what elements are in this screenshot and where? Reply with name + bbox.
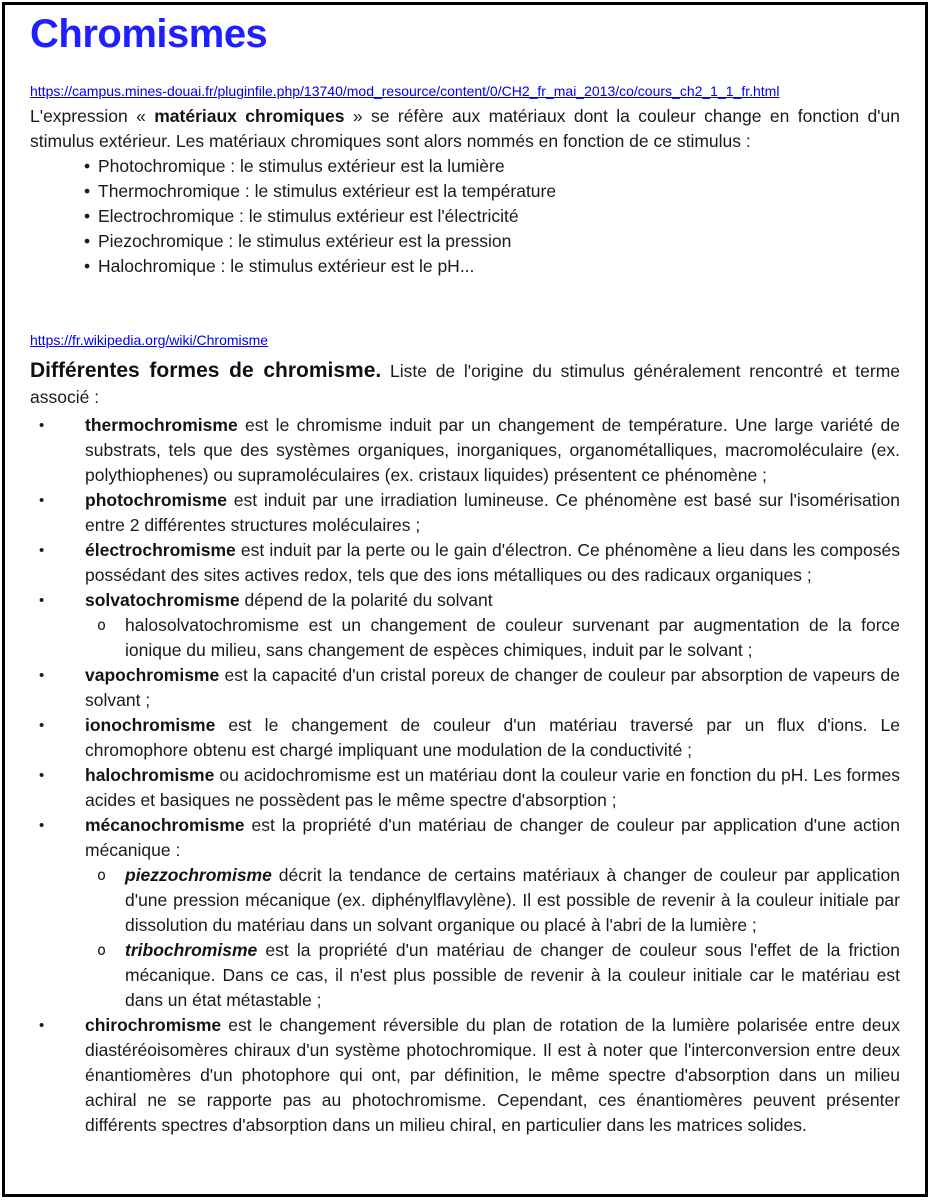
bullet-icon: • [39, 667, 45, 684]
chromism-item-vapochromisme [30, 663, 900, 713]
chromism-item-mecanochromisme [30, 813, 900, 863]
chromism-subitem-text [125, 863, 900, 938]
list-item-text: Halochromique : le stimulus extérieur est le pH... [98, 256, 475, 276]
section-heading: Différentes formes de chromisme. [30, 359, 382, 382]
bullet-icon: • [84, 181, 91, 201]
list-item-text: Thermochromique : le stimulus extérieur est la température [98, 181, 557, 201]
circle-bullet-icon: o [97, 866, 107, 884]
chromism-definition: est la propriété d'un matériau de changer de couleur sous l'effet de la friction mécanique. Dans ce cas, il n'est plus possible de revenir à la couleur initiale car le matériau est dans un état métastable ; [125, 940, 900, 1010]
chromism-definition: est la capacité d'un cristal poreux de changer de couleur par absorption de vapeurs de solvant ; [85, 665, 900, 710]
bullet-icon: • [84, 206, 91, 226]
chromism-term: piezzochromisme [125, 865, 272, 885]
list-item [30, 179, 900, 204]
chromism-term: électrochromisme [85, 540, 236, 560]
chromism-subitem-tribochromisme [85, 938, 900, 1013]
list-item-text: Photochromique : le stimulus extérieur est la lumière [98, 156, 505, 176]
chromism-definition: décrit la tendance de certains matériaux à changer de couleur par application d'une pression mécanique (ex. diphénylflavylène). Il est possible de revenir à la couleur initiale par dissolution du matériau dans un solvant organique ou placé à l'abri de la lumière ; [125, 865, 900, 935]
document-page-frame [2, 2, 928, 1197]
chromism-item-ionochromisme [30, 713, 900, 763]
list-item [30, 254, 900, 279]
bullet-icon: • [39, 542, 45, 559]
chromism-definition: est le changement réversible du plan de rotation de la lumière polarisée entre deux diastéréoisomères chiraux d'un système photochromique. Il est à noter que l'interconversion entre deux énantiomères d'un photophore qui ont, par définition, le même spectre d'absorption dans un milieu achiral ne se rapporte pas au photochromisme. Cependant, ces énantiomères peuvent présenter différents spectres d'absorption dans un milieu chiral, en particulier dans les matrices solides. [85, 1015, 900, 1135]
chromism-item-photochromisme [30, 488, 900, 538]
chromism-subitem-halosolvatochromisme [85, 613, 900, 663]
chromism-definition: est le chromisme induit par un changement de température. Une large variété de substrats, tels que des systèmes organiques, inorganiques, organométalliques, macromoléculaire (ex. polythiophenes) ou supramoléculaires (ex. cristaux liquides) présentent ce phénomène ; [85, 415, 900, 485]
circle-bullet-icon: o [97, 616, 107, 634]
section-heading-subtext: Liste de l'origine du stimulus généralement rencontré et terme associé : [30, 361, 901, 407]
stimulus-list [30, 154, 900, 279]
chromism-subitem-text [125, 613, 900, 663]
chromism-item-text [85, 1013, 900, 1138]
chromism-term: solvatochromisme [85, 590, 240, 610]
chromism-item-text [85, 413, 900, 488]
chromism-definition: ou acidochromisme est un matériau dont la couleur varie en fonction du pH. Les formes acides et basiques ne possèdent pas le même spectre d'absorption ; [85, 765, 900, 810]
list-item [30, 229, 900, 254]
chromism-term: mécanochromisme [85, 815, 245, 835]
bullet-icon: • [84, 231, 91, 251]
bullet-icon: • [39, 1017, 45, 1034]
chromism-item-solvatochromisme [30, 588, 900, 613]
bullet-icon: • [84, 156, 91, 176]
chromism-definition: est induit par une irradiation lumineuse. Ce phénomène est basé sur l'isomérisation entre 2 différentes structures moléculaires ; [85, 490, 900, 535]
chromism-definition: est la propriété d'un matériau de changer de couleur par application d'une action mécanique : [85, 815, 900, 860]
chromism-item-text [85, 763, 900, 813]
intro-paragraph [30, 104, 900, 154]
chromism-item-text [85, 713, 900, 763]
chromism-item-chirochromisme [30, 1013, 900, 1138]
bullet-icon: • [39, 817, 45, 834]
chromism-definition: est induit par la perte ou le gain d'électron. Ce phénomène a lieu dans les composés possédant des sites actives redox, tels que des ions métalliques ou des radicaux organiques ; [85, 540, 900, 585]
chromism-definition: halosolvatochromisme est un changement de couleur survenant par augmentation de la force ionique du milieu, sans changement de espèces chimiques, induit par le solvant ; [125, 615, 900, 660]
chromism-term: halochromisme [85, 765, 215, 785]
chromism-term: chirochromisme [85, 1015, 222, 1035]
chromism-item-text [85, 538, 900, 588]
chromism-item-text [85, 488, 900, 538]
chromism-term: tribochromisme [125, 940, 258, 960]
bullet-icon: • [39, 717, 45, 734]
chromism-term: ionochromisme [85, 715, 216, 735]
chromism-list [30, 413, 900, 1138]
chromism-item-text [85, 588, 900, 613]
intro-text-post: » se réfère aux matériaux dont la couleur change en fonction d'un stimulus extérieur. Les matériaux chromiques sont alors nommés en fonction de ce stimulus : [30, 106, 900, 151]
chromism-item-text [85, 813, 900, 863]
intro-text-pre: L'expression « [30, 106, 155, 126]
chromism-item-electrochromisme [30, 538, 900, 588]
chromism-definition: dépend de la polarité du solvant [239, 590, 493, 610]
list-item [30, 154, 900, 179]
chromism-subitem-text [125, 938, 900, 1013]
page-title: Chromismes [30, 12, 268, 56]
chromism-term: photochromisme [85, 490, 227, 510]
list-item-text: Piezochromique : le stimulus extérieur est la pression [98, 231, 512, 251]
list-item [30, 204, 900, 229]
wikipedia-link[interactable]: https://fr.wikipedia.org/wiki/Chromisme [30, 332, 269, 348]
chromism-term: thermochromisme [85, 415, 238, 435]
section-heading-paragraph [30, 358, 900, 410]
bullet-icon: • [39, 592, 45, 609]
intro-bold-term: matériaux chromiques [154, 106, 345, 126]
chromism-definition: est le changement de couleur d'un matériau traversé par un flux d'ions. Le chromophore obtenu est chargé impliquant une modulation de la conductivité ; [85, 715, 900, 760]
bullet-icon: • [84, 256, 91, 276]
list-item-text: Electrochromique : le stimulus extérieur est l'électricité [98, 206, 519, 226]
chromism-item-halochromisme [30, 763, 900, 813]
chromism-subitem-piezzochromisme [85, 863, 900, 938]
chromism-item-text [85, 663, 900, 713]
circle-bullet-icon: o [97, 941, 107, 959]
bullet-icon: • [39, 417, 45, 434]
chromism-item-thermochromisme [30, 413, 900, 488]
bullet-icon: • [39, 767, 45, 784]
chromism-term: vapochromisme [85, 665, 220, 685]
bullet-icon: • [39, 492, 45, 509]
source-link-campus[interactable]: https://campus.mines-douai.fr/pluginfile.php/13740/mod_resource/content/0/CH2_fr_mai_2013/co/cours_ch2_1_1_fr.html [30, 83, 780, 99]
